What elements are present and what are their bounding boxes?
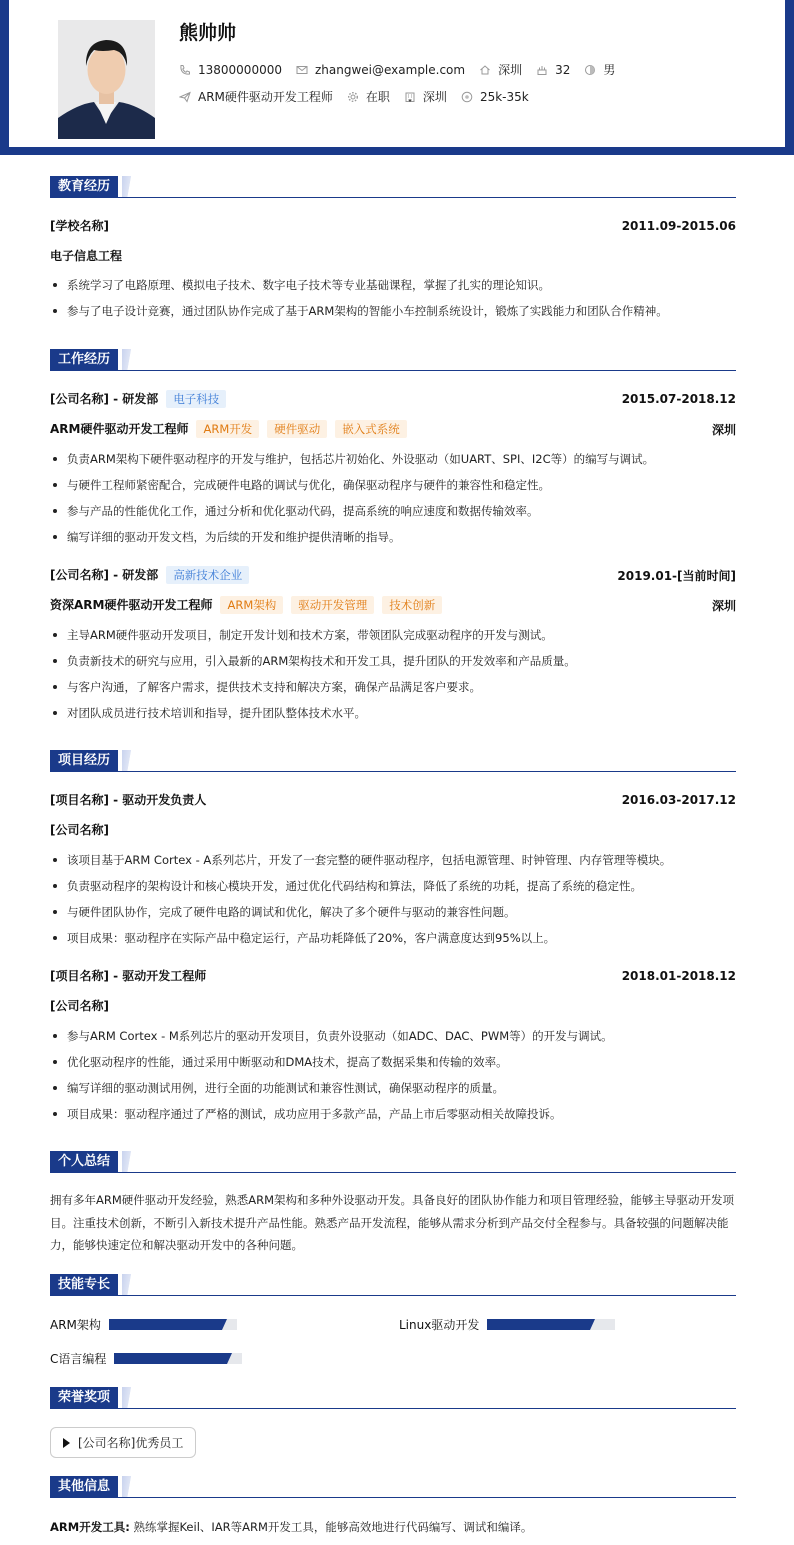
- work-title-row: [50, 596, 736, 614]
- project-section: [50, 750, 736, 772]
- phone-item: [179, 63, 282, 77]
- work-section: [50, 349, 736, 371]
- skill-tag: ARM架构: [220, 596, 283, 614]
- list-item: 参与ARM Cortex - M系列芯片的驱动开发项目，负责外设驱动（如ADC、DAC、PWM等）的开发与调试。: [50, 1023, 736, 1049]
- work-header-row: [50, 390, 736, 408]
- work-title-row: [50, 420, 736, 438]
- list-item: 负责ARM架构下硬件驱动程序的开发与维护，包括芯片初始化、外设驱动（如UART、SPI、I2C等）的编写与调试。: [50, 446, 736, 472]
- skill-bar: [114, 1353, 242, 1364]
- skill-tag: 技术创新: [382, 596, 442, 614]
- section-title-decoration: [122, 1387, 136, 1409]
- section-header: [50, 176, 736, 198]
- section-header: [50, 1387, 736, 1409]
- contact-row: [179, 61, 629, 78]
- work-date: 2019.01-[当前时间]: [617, 568, 736, 583]
- skill-bar: [487, 1319, 615, 1330]
- play-icon: [63, 1438, 70, 1448]
- gender-text: 男: [603, 63, 616, 77]
- cake-icon: [536, 64, 548, 76]
- list-item: 负责新技术的研究与应用，引入最新的ARM架构技术和开发工具，提升团队的开发效率和产品质量。: [50, 648, 736, 674]
- building-icon: [404, 91, 416, 103]
- job-intent-row: [179, 88, 543, 105]
- award-text: [公司名称]优秀员工: [78, 1436, 184, 1450]
- project-date: 2018.01-2018.12: [621, 968, 736, 983]
- city-item: [479, 61, 522, 78]
- project-date: 2016.03-2017.12: [621, 792, 736, 807]
- project-company: [公司名称]: [50, 999, 109, 1013]
- section-title-decoration: [122, 1151, 136, 1173]
- skill-tag: 驱动开发管理: [291, 596, 374, 614]
- frame-left: [0, 0, 9, 152]
- project-company-row: [50, 821, 736, 838]
- section-header: [50, 1476, 736, 1498]
- industry-tag: 高新技术企业: [166, 566, 249, 584]
- job-text: ARM硬件驱动开发工程师: [198, 90, 333, 104]
- work-city-text: 深圳: [422, 90, 447, 104]
- company-name: [公司名称] - 研发部: [50, 392, 159, 406]
- skill-bar: [109, 1319, 237, 1330]
- project-bullets: [50, 847, 736, 951]
- age-item: [536, 63, 570, 77]
- skill-item: [399, 1316, 615, 1333]
- list-item: 参与产品的性能优化工作，通过分析和优化驱动代码，提高系统的响应速度和数据传输效率。: [50, 498, 736, 524]
- summary-text: 拥有多年ARM硬件驱动开发经验，熟悉ARM架构和多种外设驱动开发。具备良好的团队协作能力和项目管理经验，能够主导驱动开发项目。注重技术创新，不断引入新技术提升产品性能。熟悉产品开发流程，能够从需求分析到产品交付全程参与。具备较强的问题解决能力，能够快速定位和解决驱动开发中的各种问题。: [50, 1193, 735, 1252]
- section-title: 项目经历: [50, 750, 118, 772]
- section-title: 教育经历: [50, 176, 118, 198]
- salary-text: 25k-35k: [479, 89, 529, 104]
- list-item: 项目成果：驱动程序通过了严格的测试，成功应用于多款产品，产品上市后零驱动相关故障投诉。: [50, 1101, 736, 1127]
- list-item: 负责驱动程序的架构设计和核心模块开发，通过优化代码结构和算法，降低了系统的功耗，提高了系统的稳定性。: [50, 873, 736, 899]
- status-text: 在职: [365, 90, 390, 104]
- other-info-label: ARM开发工具:: [50, 1520, 130, 1534]
- project-name: [项目名称] - 驱动开发负责人: [50, 793, 207, 807]
- work-city: 深圳: [711, 422, 736, 437]
- section-divider: [50, 1497, 736, 1498]
- age-text: 32: [555, 62, 571, 77]
- skill-tag: 嵌入式系统: [335, 420, 407, 438]
- other-section: [50, 1476, 736, 1498]
- work-header-row: [50, 566, 736, 584]
- list-item: 对团队成员进行技术培训和指导，提升团队整体技术水平。: [50, 700, 736, 726]
- list-item: 与硬件团队协作，完成了硬件电路的调试和优化，解决了多个硬件与驱动的兼容性问题。: [50, 899, 736, 925]
- skill-name: Linux驱动开发: [399, 1318, 480, 1332]
- section-title-decoration: [122, 349, 136, 371]
- list-item: 主导ARM硬件驱动开发项目，制定开发计划和技术方案，带领团队完成驱动程序的开发与测试。: [50, 622, 736, 648]
- list-item: 与硬件工程师紧密配合，完成硬件电路的调试与优化，确保驱动程序与硬件的兼容性和稳定性。: [50, 472, 736, 498]
- gender-item: [584, 61, 615, 78]
- award-item[interactable]: [50, 1427, 196, 1458]
- money-icon: [461, 91, 473, 103]
- list-item: 与客户沟通，了解客户需求，提供技术支持和解决方案，确保产品满足客户要求。: [50, 674, 736, 700]
- section-title-decoration: [122, 750, 136, 772]
- work-bullets: [50, 446, 736, 550]
- project-header-row: [50, 791, 736, 808]
- skill-tag: 硬件驱动: [267, 420, 327, 438]
- section-title: 其他信息: [50, 1476, 118, 1498]
- awards-section: [50, 1387, 736, 1409]
- list-item: 编写详细的驱动开发文档，为后续的开发和维护提供清晰的指导。: [50, 524, 736, 550]
- major-row: [50, 247, 736, 264]
- education-date: 2011.09-2015.06: [621, 218, 736, 233]
- phone-text: 13800000000: [198, 62, 282, 77]
- section-divider: [50, 1408, 736, 1409]
- skill-bar-fill: [487, 1319, 589, 1330]
- company-name: [公司名称] - 研发部: [50, 568, 159, 582]
- frame-right: [785, 0, 794, 152]
- work-bullets: [50, 622, 736, 726]
- list-item: 编写详细的驱动测试用例，进行全面的功能测试和兼容性测试，确保驱动程序的质量。: [50, 1075, 736, 1101]
- list-item: 优化驱动程序的性能，通过采用中断驱动和DMA技术，提高了数据采集和传输的效率。: [50, 1049, 736, 1075]
- major-name: 电子信息工程: [50, 249, 123, 263]
- section-divider: [50, 370, 736, 371]
- header-bottom-band: [0, 147, 794, 155]
- project-header-row: [50, 967, 736, 984]
- project-bullets: [50, 1023, 736, 1127]
- gear-icon: [347, 91, 359, 103]
- work-date: 2015.07-2018.12: [621, 392, 736, 406]
- section-header: [50, 349, 736, 371]
- skill-item: [50, 1350, 242, 1367]
- section-title: 工作经历: [50, 349, 118, 371]
- candidate-name: 熊帅帅: [179, 22, 237, 44]
- skills-section: [50, 1274, 736, 1296]
- salary-item: [461, 90, 529, 104]
- education-header-row: [50, 217, 736, 234]
- resume-header: [9, 0, 785, 147]
- section-header: [50, 1151, 736, 1173]
- skill-bar-fill: [109, 1319, 222, 1330]
- section-title-decoration: [122, 1274, 136, 1296]
- section-divider: [50, 1295, 736, 1296]
- skill-bar-fill: [114, 1353, 227, 1364]
- section-title: 技能专长: [50, 1274, 118, 1296]
- section-divider: [50, 1172, 736, 1173]
- job-title: 资深ARM硬件驱动开发工程师: [50, 598, 213, 612]
- skill-item: [50, 1316, 237, 1333]
- industry-tag: 电子科技: [166, 390, 226, 408]
- project-company-row: [50, 997, 736, 1014]
- mail-icon: [296, 64, 308, 76]
- summary-section: [50, 1151, 736, 1173]
- phone-icon: [179, 64, 191, 76]
- skill-name: ARM架构: [50, 1318, 101, 1332]
- city-text: 深圳: [498, 63, 523, 77]
- work-city: 深圳: [711, 598, 736, 613]
- education-section: [50, 176, 736, 198]
- email-item: [296, 63, 465, 77]
- status-item: [347, 88, 390, 105]
- other-info-row: [50, 1519, 532, 1535]
- send-icon: [179, 91, 191, 103]
- project-name: [项目名称] - 驱动开发工程师: [50, 969, 207, 983]
- gender-icon: [584, 64, 596, 76]
- section-title: 个人总结: [50, 1151, 118, 1173]
- job-item: [179, 88, 333, 105]
- section-divider: [50, 771, 736, 772]
- skill-tag: ARM开发: [196, 420, 259, 438]
- section-title: 荣誉奖项: [50, 1387, 118, 1409]
- avatar: [58, 20, 155, 139]
- section-header: [50, 750, 736, 772]
- email-text: zhangwei@example.com: [314, 62, 466, 77]
- list-item: 该项目基于ARM Cortex - A系列芯片，开发了一套完整的硬件驱动程序，包括电源管理、时钟管理、内存管理等模块。: [50, 847, 736, 873]
- section-divider: [50, 197, 736, 198]
- section-header: [50, 1274, 736, 1296]
- list-item: 项目成果：驱动程序在实际产品中稳定运行，产品功耗降低了20%，客户满意度达到95%以上。: [50, 925, 736, 951]
- home-icon: [479, 64, 491, 76]
- list-item: 系统学习了电路原理、模拟电子技术、数字电子技术等专业基础课程，掌握了扎实的理论知识。: [50, 272, 736, 298]
- education-bullets: [50, 272, 736, 324]
- work-city-item: [404, 88, 447, 105]
- section-title-decoration: [122, 1476, 136, 1498]
- section-title-decoration: [122, 176, 136, 198]
- list-item: 参与了电子设计竞赛，通过团队协作完成了基于ARM架构的智能小车控制系统设计，锻炼了实践能力和团队合作精神。: [50, 298, 736, 324]
- school-name: [学校名称]: [50, 219, 109, 233]
- other-info-text: 熟练掌握Keil、IAR等ARM开发工具，能够高效地进行代码编写、调试和编译。: [133, 1520, 533, 1534]
- project-company: [公司名称]: [50, 823, 109, 837]
- job-title: ARM硬件驱动开发工程师: [50, 422, 189, 436]
- skill-name: C语言编程: [50, 1352, 107, 1366]
